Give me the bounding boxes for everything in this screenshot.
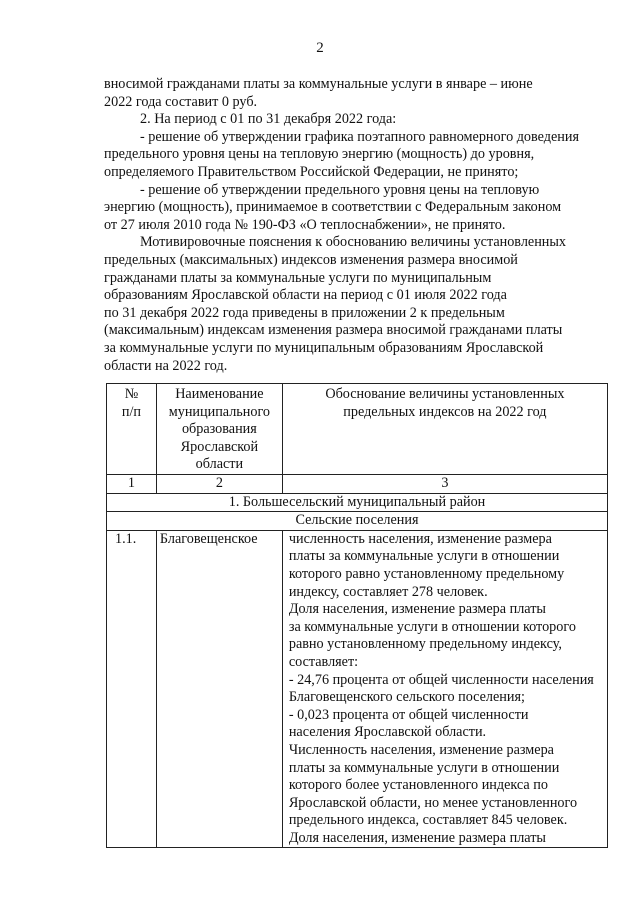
item-2-heading: 2. На период с 01 по 31 декабря 2022 года: xyxy=(140,111,397,128)
column-number: 1 xyxy=(107,475,157,494)
text-line: - решение об утверждении графика поэтапного равномерного доведения xyxy=(140,128,579,145)
text-line: за коммунальные услуги по муниципальным образованиям Ярославской xyxy=(104,339,544,356)
column-number: 2 xyxy=(156,475,282,494)
desc-line: Доля населения, изменение размера платы xyxy=(288,829,546,846)
text-line: определяемого Правительством Российской Федерации, не принято; xyxy=(104,163,519,180)
text-line: гражданами платы за коммунальные услуги по муниципальным xyxy=(104,269,492,286)
settlement-group: Сельские поселения xyxy=(107,512,608,531)
decision-2-paragraph xyxy=(104,182,608,235)
desc-line: которого равно установленному предельному xyxy=(288,565,565,582)
desc-line: платы за коммунальные услуги в отношении xyxy=(288,548,560,565)
column-number-row xyxy=(107,475,608,494)
desc-line: Доля населения, изменение размера платы xyxy=(288,601,546,618)
desc-line: Численность населения, изменение размера xyxy=(288,741,554,758)
desc-line: платы за коммунальные услуги в отношении xyxy=(288,759,560,776)
header-line: п/п xyxy=(121,403,142,420)
district-name: 1. Большесельский муниципальный район xyxy=(107,493,608,512)
table-row xyxy=(107,530,608,848)
justification-table xyxy=(106,383,608,848)
header-line: области xyxy=(195,456,244,473)
desc-line: индексу, составляет 278 человек. xyxy=(288,583,488,600)
text-line: образованиям Ярославской области на период с 01 июля 2022 года xyxy=(104,287,507,304)
table-header-row xyxy=(107,384,608,475)
desc-line: составляет: xyxy=(288,653,359,670)
text-line: от 27 июля 2010 года № 190-ФЗ «О теплоснабжении», не принято. xyxy=(104,216,506,233)
header-line: предельных индексов на 2022 год xyxy=(343,403,547,420)
text-line: - решение об утверждении предельного уровня цены на тепловую xyxy=(140,181,540,198)
text-line: области на 2022 год. xyxy=(104,357,228,374)
motivation-paragraph xyxy=(104,234,608,375)
text-line: энергию (мощность), принимаемое в соответствии с Федеральным законом xyxy=(104,199,562,216)
desc-line: - 0,023 процента от общей численности xyxy=(288,706,529,723)
desc-line: населения Ярославской области. xyxy=(288,724,487,741)
row-justification xyxy=(282,530,607,848)
desc-line: равно установленному предельному индексу, xyxy=(288,636,562,653)
text-line: Мотивировочные пояснения к обоснованию величины установленных xyxy=(140,234,567,251)
text-line: вносимой гражданами платы за коммунальные услуги в январе – июне xyxy=(104,76,533,92)
text-line: по 31 декабря 2022 года приведены в приложении 2 к предельным xyxy=(104,304,505,321)
settlement-group-row xyxy=(107,512,608,531)
header-line: муниципального xyxy=(168,403,271,420)
header-line: № xyxy=(124,386,139,402)
row-municipality: Благовещенское xyxy=(156,530,282,848)
header-number xyxy=(107,384,157,475)
desc-line: которого более установленного индекса по xyxy=(288,777,548,794)
body-text xyxy=(104,76,608,375)
desc-line: предельного индекса, составляет 845 человек. xyxy=(288,812,568,829)
desc-line: - 24,76 процента от общей численности населения xyxy=(288,671,594,688)
text-line: предельного уровня цены на тепловую энергию (мощность) до уровня, xyxy=(104,146,535,163)
text-line: 2022 года составит 0 руб. xyxy=(104,93,258,110)
header-line: Наименование xyxy=(175,386,264,402)
header-justification xyxy=(282,384,607,475)
district-row xyxy=(107,493,608,512)
intro-paragraph xyxy=(104,76,608,111)
page-number: 2 xyxy=(316,40,324,56)
header-municipality xyxy=(156,384,282,475)
desc-line: численность населения, изменение размера xyxy=(288,530,552,547)
header-line: образования xyxy=(181,421,257,438)
desc-line: Благовещенского сельского поселения; xyxy=(288,689,525,706)
column-number: 3 xyxy=(282,475,607,494)
decision-1-paragraph xyxy=(104,129,608,182)
desc-line: Ярославской области, но менее установленного xyxy=(288,794,578,811)
desc-line: за коммунальные услуги в отношении которого xyxy=(288,618,576,635)
text-line: (максимальным) индексам изменения размера вносимой гражданами платы xyxy=(104,322,563,339)
row-number: 1.1. xyxy=(107,530,157,848)
text-line: предельных (максимальных) индексов изменения размера вносимой xyxy=(104,251,518,268)
header-line: Ярославской xyxy=(180,438,259,455)
header-line: Обоснование величины установленных xyxy=(325,386,565,402)
